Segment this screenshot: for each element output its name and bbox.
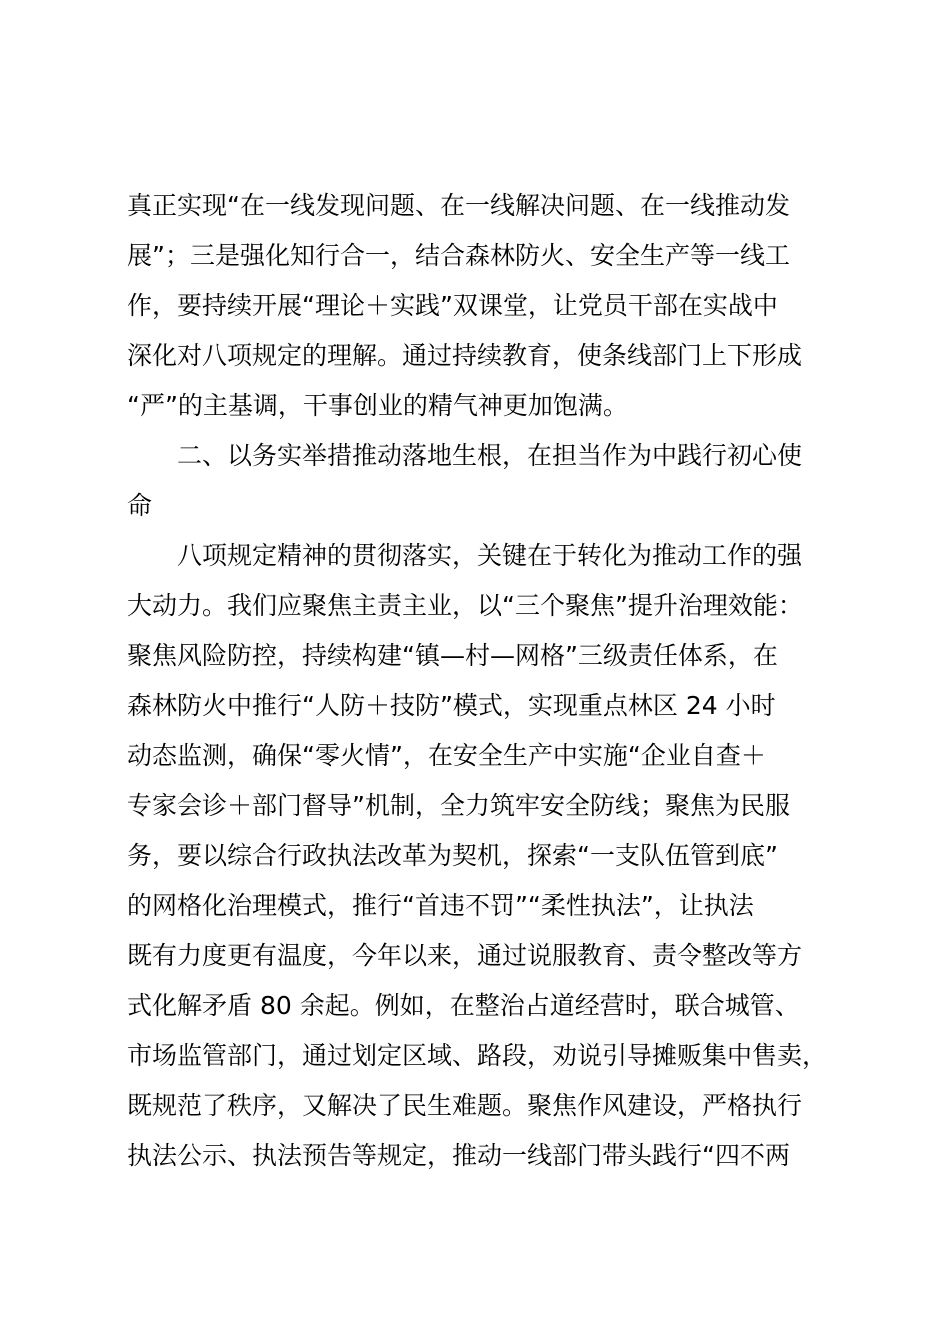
section-heading: 二、以务实举措推动落地生根，在担当作为中践行初心使 [177,441,803,470]
text-line: 作，要持续开展“理论＋实践”双课堂，让党员干部在实战中 [127,291,778,320]
text-line: 既规范了秩序，又解决了民生难题。聚焦作风建设，严格执行 [127,1091,803,1120]
text-line: 既有力度更有温度，今年以来，通过说服教育、责令整改等方 [127,941,803,970]
text-line: 深化对八项规定的理解。通过持续教育，使条线部门上下形成 [127,341,803,370]
text-line: “严”的主基调，干事创业的精气神更加饱满。 [127,391,628,420]
text-line: 专家会诊＋部门督导”机制，全力筑牢安全防线；聚焦为民服 [127,791,790,820]
text-line: 市场监管部门，通过划定区域、路段，劝说引导摊贩集中售卖， [127,1041,828,1070]
text-line: 森林防火中推行“人防＋技防”模式，实现重点林区 24 小时 [127,691,776,720]
text-line: 的网格化治理模式，推行“首违不罚”“柔性执法”，让执法 [127,891,754,920]
text-line: 八项规定精神的贯彻落实，关键在于转化为推动工作的强 [177,541,803,570]
text-line: 聚焦风险防控，持续构建“镇—村—网格”三级责任体系，在 [127,641,778,670]
text-line: 动态监测，确保“零火情”，在安全生产中实施“企业自查＋ [127,741,766,770]
text-line: 务，要以综合行政执法改革为契机，探索“一支队伍管到底” [127,841,778,870]
text-line: 展”；三是强化知行合一，结合森林防火、安全生产等一线工 [127,241,790,270]
text-line: 大动力。我们应聚焦主责主业，以“三个聚焦”提升治理效能： [127,591,803,620]
text-line: 式化解矛盾 80 余起。例如，在整治占道经营时，联合城管、 [127,991,800,1020]
text-line: 执法公示、执法预告等规定，推动一线部门带头践行“四不两 [127,1141,790,1170]
section-heading-continued: 命 [127,491,153,520]
text-line: 真正实现“在一线发现问题、在一线解决问题、在一线推动发 [127,191,790,220]
